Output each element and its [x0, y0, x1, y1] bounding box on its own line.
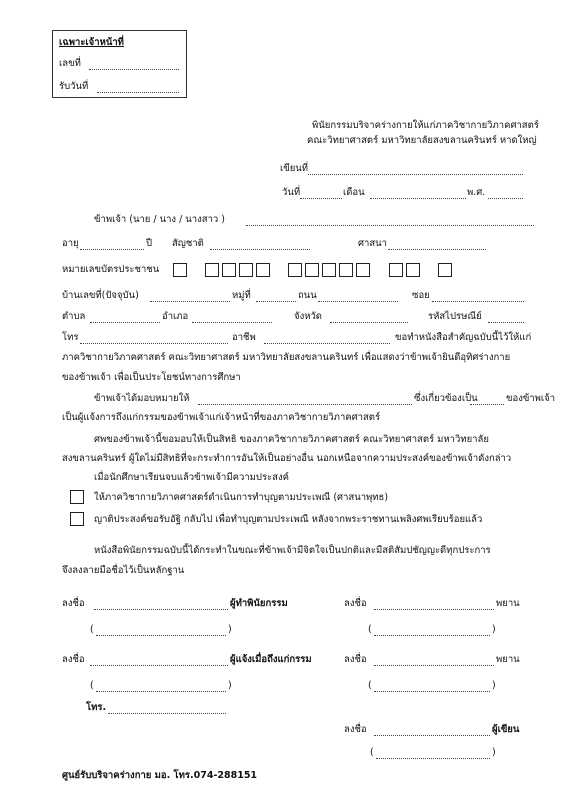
witness1-signature-field[interactable] — [374, 599, 494, 610]
nationality-field[interactable] — [210, 239, 310, 250]
tambon-label: ตำบล — [62, 311, 86, 322]
province-label: จังหวัด — [294, 311, 322, 322]
witness2-role: พยาน — [496, 654, 520, 665]
notifier-paren-open: ( — [90, 680, 94, 691]
id-digit-box[interactable] — [305, 263, 319, 277]
id-digit-box[interactable] — [339, 263, 353, 277]
body-p1-line2: ภาควิชากายวิภาคศาสตร์ คณะวิทยาศาสตร์ มหาวิทยาลัยสงขลานครินทร์ เพื่อแสดงว่าข้าพเจ้ายินดีอุทิศร่างกาย — [62, 352, 511, 363]
testator-paren-open: ( — [90, 624, 94, 635]
soi-label: ซอย — [412, 290, 430, 301]
office-use-box — [52, 30, 187, 98]
witness1-printed-name[interactable] — [374, 625, 490, 636]
witness1-paren-close: ) — [492, 624, 496, 635]
postcode-label: รหัสไปรษณีย์ — [428, 311, 482, 322]
year-label: พ.ศ. — [467, 187, 486, 198]
body-p1-line3: ของข้าพเจ้า เพื่อเป็นประโยชน์ทางการศึกษา — [62, 372, 241, 383]
writer-signature-field[interactable] — [374, 725, 490, 736]
office-date-field[interactable] — [97, 82, 179, 93]
id-digit-box[interactable] — [356, 263, 370, 277]
year-field[interactable] — [488, 188, 523, 199]
witness2-sign-label: ลงชื่อ — [344, 654, 367, 665]
postcode-field[interactable] — [488, 312, 524, 323]
writer-sign-label: ลงชื่อ — [344, 724, 367, 735]
id-digit-box[interactable] — [389, 263, 403, 277]
moo-field[interactable] — [256, 291, 296, 302]
soi-field[interactable] — [432, 291, 524, 302]
id-digit-box[interactable] — [205, 263, 219, 277]
testator-sign-label: ลงชื่อ — [62, 598, 85, 609]
writer-paren-close: ) — [492, 747, 496, 758]
body-p4-line2: จึงลงลายมือชื่อไว้เป็นหลักฐาน — [62, 565, 185, 576]
body-p2-start: ข้าพเจ้าได้มอบหมายให้ — [94, 393, 190, 404]
notifier-sign-label: ลงชื่อ — [62, 654, 85, 665]
age-field[interactable] — [80, 239, 144, 250]
witness1-sign-label: ลงชื่อ — [344, 598, 367, 609]
testator-signature-field[interactable] — [94, 599, 228, 610]
footer-contact: ศูนย์รับบริจาคร่างกาย มอ. โทร.074-288151 — [62, 770, 258, 781]
nationality-label: สัญชาติ — [172, 238, 204, 249]
occupation-field[interactable] — [264, 333, 390, 344]
notifier-role: ผู้แจ้งเมื่อถึงแก่กรรม — [230, 654, 312, 665]
notifier-printed-name[interactable] — [96, 681, 226, 692]
month-label: เดือน — [343, 187, 365, 198]
header-line-1: พินัยกรรมบริจาคร่างกายให้แก่ภาควิชากายวิภาคศาสตร์ — [312, 120, 539, 131]
written-at-field[interactable] — [308, 164, 523, 175]
day-field[interactable] — [300, 188, 342, 199]
testator-paren-close: ) — [228, 624, 232, 635]
body-p2-end: ของข้าพเจ้า — [506, 393, 556, 404]
relationship-field[interactable] — [470, 394, 504, 405]
assignee-field[interactable] — [198, 394, 412, 405]
tambon-field[interactable] — [90, 312, 160, 323]
id-label: หมายเลขบัตรประชาชน — [62, 264, 160, 275]
option2-checkbox[interactable] — [70, 512, 84, 526]
witness2-printed-name[interactable] — [374, 681, 490, 692]
notifier-phone-field[interactable] — [108, 703, 226, 714]
testator-printed-name[interactable] — [96, 625, 226, 636]
province-field[interactable] — [330, 312, 408, 323]
office-number-field[interactable] — [89, 59, 179, 70]
written-at-label: เขียนที่ — [280, 163, 309, 174]
body-p3-line3: เมื่อนักศึกษาเรียนจบแล้วข้าพเจ้ามีความประสงค์ — [94, 472, 289, 483]
phone-field[interactable] — [80, 333, 228, 344]
body-p4-line1: หนังสือพินัยกรรมฉบับนี้ได้กระทำในขณะที่ข้าพเจ้ามีจิตใจเป็นปกติและมีสติสัมปชัญญะดีทุกประการ — [94, 545, 491, 556]
name-label: ข้าพเจ้า (นาย / นาง / นางสาว ) — [94, 214, 225, 225]
witness2-signature-field[interactable] — [374, 655, 494, 666]
amphoe-label: อำเภอ — [162, 311, 189, 322]
option1-checkbox[interactable] — [70, 490, 84, 504]
body-p1-end: ขอทำหนังสือสำคัญฉบับนี้ไว้ให้แก่ — [395, 332, 532, 343]
witness1-role: พยาน — [496, 598, 520, 609]
testator-role: ผู้ทำพินัยกรรม — [230, 598, 288, 609]
religion-label: ศาสนา — [358, 238, 387, 249]
id-digit-box[interactable] — [322, 263, 336, 277]
office-number-label: เลขที่ — [59, 58, 81, 69]
option2-label: ญาติประสงค์ขอรับอัฐิ กลับไป เพื่อทำบุญตามประเพณี หลังจากพระราชทานเพลิงศพเรียบร้อยแล้ว — [94, 514, 483, 525]
body-p3-line2: สงขลานครินทร์ ผู้ใดไม่มีสิทธิที่จะกระทำการอันให้เป็นอย่างอื่น นอกเหนือจากความประสงค์ของข้าพเจ้าดังกล่าว — [62, 453, 512, 464]
religion-field[interactable] — [388, 239, 486, 250]
body-p2-line2: เป็นผู้แจ้งการถึงแก่กรรมของข้าพเจ้าแก่เจ้าหน้าที่ของภาควิชากายวิภาคศาสตร์ — [62, 412, 381, 423]
moo-label: หมู่ที่ — [232, 290, 251, 301]
witness2-paren-open: ( — [368, 680, 372, 691]
id-digit-box[interactable] — [288, 263, 302, 277]
id-digit-box[interactable] — [438, 263, 452, 277]
house-number-field[interactable] — [150, 291, 230, 302]
id-digit-box[interactable] — [173, 263, 187, 277]
office-date-label: รับวันที่ — [59, 81, 89, 92]
witness1-paren-open: ( — [368, 624, 372, 635]
occupation-label: อาชีพ — [232, 332, 256, 343]
road-label: ถนน — [298, 290, 317, 301]
body-p3-line1: ศพของข้าพเจ้านี้ขอมอบให้เป็นสิทธิ ของภาควิชากายวิภาคศาสตร์ คณะวิทยาศาสตร์ มหาวิทยาลัย — [94, 434, 489, 445]
notifier-phone-label: โทร. — [86, 702, 107, 713]
witness2-paren-close: ) — [492, 680, 496, 691]
writer-role: ผู้เขียน — [492, 724, 520, 735]
header-line-2: คณะวิทยาศาสตร์ มหาวิทยาลัยสงขลานครินทร์ หาดใหญ่ — [307, 135, 537, 146]
phone-label: โทร — [62, 332, 79, 343]
house-number-label: บ้านเลขที่(ปัจจุบัน) — [62, 290, 139, 301]
notifier-paren-close: ) — [228, 680, 232, 691]
age-label: อายุ — [62, 238, 79, 249]
writer-paren-open: ( — [370, 747, 374, 758]
day-label: วันที่ — [282, 187, 301, 198]
id-digit-box[interactable] — [239, 263, 253, 277]
option1-label: ให้ภาควิชากายวิภาคศาสตร์ดำเนินการทำบุญตามประเพณี (ศาสนาพุทธ) — [94, 492, 389, 503]
body-p2-mid: ซึ่งเกี่ยวข้องเป็น — [414, 393, 478, 404]
road-field[interactable] — [318, 291, 398, 302]
office-use-title: เฉพาะเจ้าหน้าที่ — [59, 37, 124, 48]
notifier-signature-field[interactable] — [90, 655, 228, 666]
id-digit-box[interactable] — [222, 263, 236, 277]
id-digit-box[interactable] — [406, 263, 420, 277]
id-digit-box[interactable] — [256, 263, 270, 277]
month-field[interactable] — [370, 188, 466, 199]
writer-printed-name[interactable] — [376, 748, 490, 759]
name-field[interactable] — [246, 215, 534, 226]
amphoe-field[interactable] — [192, 312, 272, 323]
years-label: ปี — [146, 238, 153, 249]
id-number-boxes[interactable] — [173, 259, 455, 278]
